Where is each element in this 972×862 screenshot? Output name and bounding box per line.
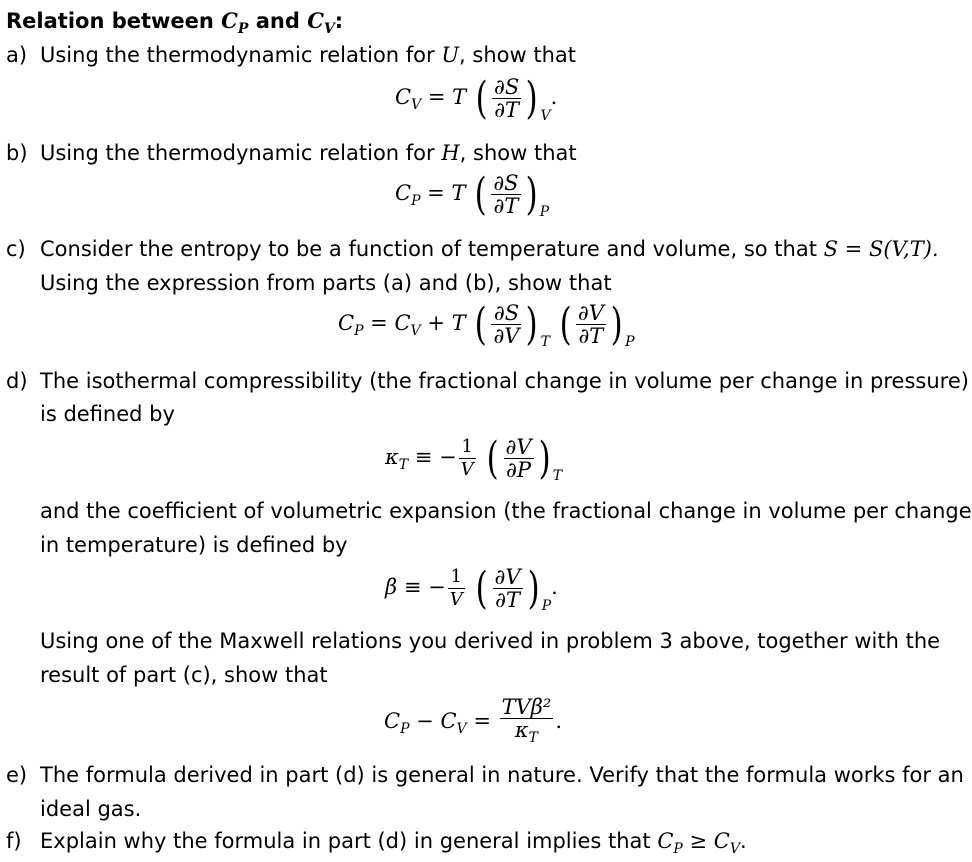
title-text: Relation between — [6, 9, 222, 33]
equation-beta: β ≡ − $\frac{1}{V}$ ( $\frac{\partial V}{\partial T}$ ) $_P$. — [385, 562, 558, 614]
equation-c: $C_P = C_V + T$ ( $\frac{\partial S}{\partial V}$ ) $_T$ ( $\frac{\partial V}{\partial T}$ ) $_P$ — [338, 298, 635, 350]
part-b-text: Using the thermodynamic relation for H, show that — [40, 141, 577, 165]
part-d-prompt-line6: result of part (c), show that — [40, 663, 328, 687]
title-colon: : — [334, 9, 344, 33]
part-d-prompt-line5: Using one of the Maxwell relations you derived in problem 3 above, together with the — [40, 629, 941, 653]
part-d-prompt-line3: and the coefficient of volumetric expansion (the fractional change in volume per change — [40, 499, 972, 523]
part-c-prompt-line2: Using the expression from parts (a) and (b), show that — [40, 271, 612, 295]
equation-b: $C_P = T$ ( $\frac{\partial S}{\partial T}$ ) $_P$ — [395, 168, 550, 220]
part-b-label: b) — [6, 141, 28, 165]
part-e-prompt-line2: ideal gas. — [40, 797, 142, 821]
equation-cp-minus-cv: $C_P - C_V$ = $\frac{\text{TVβ²}}{\kappa_T}$ . — [384, 696, 562, 749]
part-d-prompt-line2: is defined by — [40, 402, 175, 426]
part-d-label: d) — [6, 369, 28, 393]
part-a-text: Using the thermodynamic relation for U, show that — [40, 43, 576, 67]
part-c-label: c) — [6, 237, 26, 261]
problem-title — [6, 8, 343, 42]
part-f-label: f) — [6, 829, 22, 853]
title-cp: $C_P$ — [221, 8, 249, 37]
part-d-prompt-line4: in temperature) is defined by — [40, 533, 348, 557]
part-a-label: a) — [6, 43, 28, 67]
title-cv: $C_V$ — [307, 8, 335, 37]
equation-kappa: $\kappa_T$ ≡ − $\frac{1}{V}$ ( $\frac{\partial V}{\partial P}$ ) $_T$ — [385, 432, 563, 484]
equation-a: $C_V = T$ ( $\frac{\partial S}{\partial T}$ ) $_V$. — [395, 72, 558, 124]
title-and: and — [248, 9, 308, 33]
part-e-label: e) — [6, 763, 28, 787]
